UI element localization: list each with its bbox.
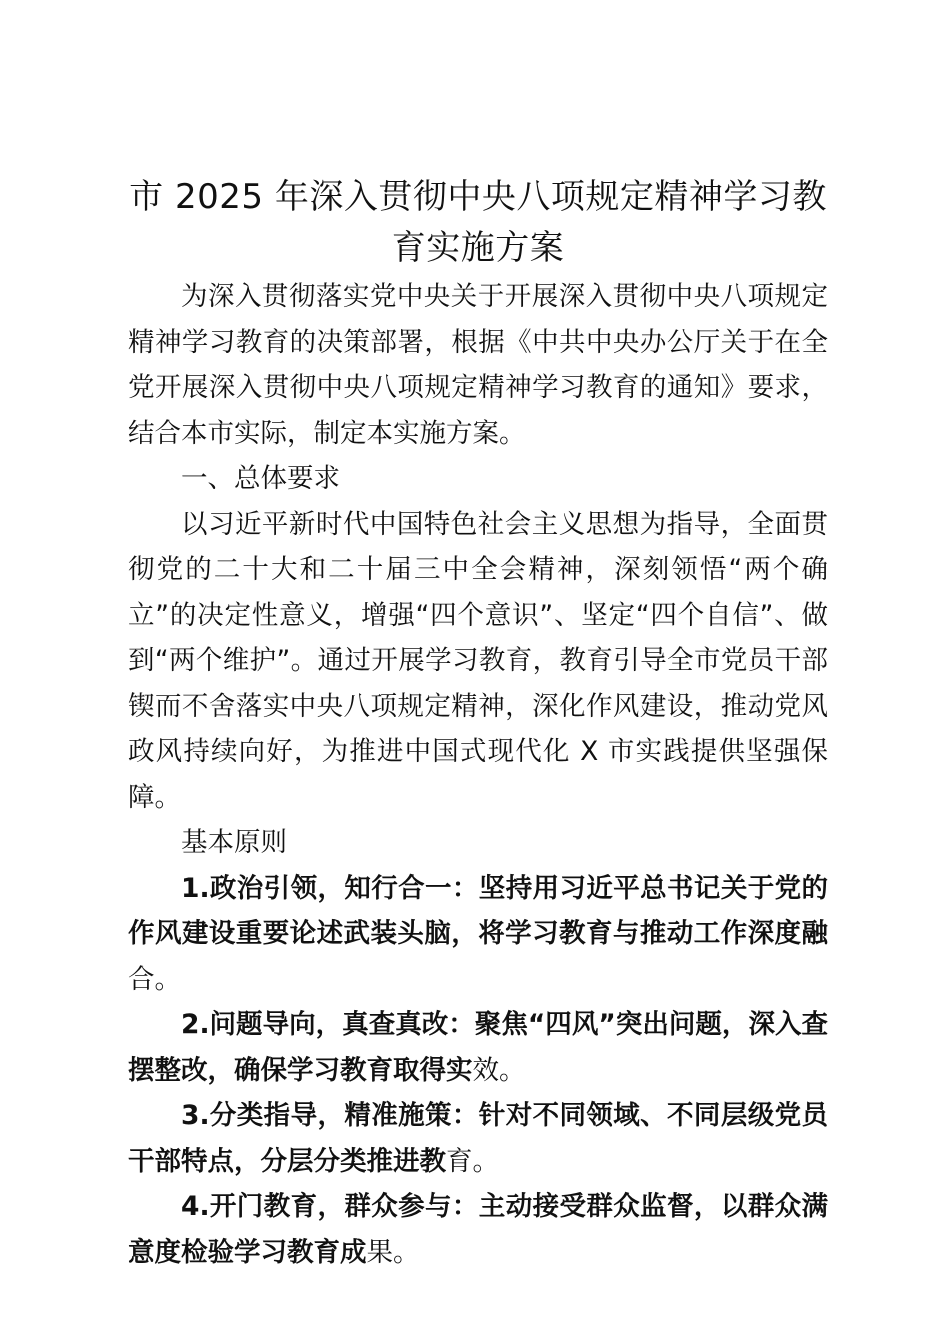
principle-item — [128, 866, 828, 1003]
section-heading-general-requirements: 一、总体要求 — [181, 463, 340, 494]
principle-item-bold-text: 2.问题导向，真查真改：聚焦“四风”突出问题，深入查摆整改，确保学习教育取得实 — [128, 1009, 828, 1086]
document-title: 市 2025 年深入贯彻中央八项规定精神学习教育实施方案 — [129, 177, 827, 268]
principle-item-end-text: 合。 — [128, 963, 181, 995]
principle-item-bold-text: 1.政治引领，知行合一：坚持用习近平总书记关于党的作风建设重要论述武装头脑，将学习教育与推动工作深度融 — [128, 872, 828, 949]
principle-item — [128, 1093, 828, 1184]
document-page — [128, 172, 828, 1275]
principle-item-end-text: 效。 — [472, 1054, 526, 1086]
principle-item-bold-text: 4.开门教育，群众参与：主动接受群众监督，以群众满意度检验学习教育成 — [128, 1191, 828, 1268]
principle-item — [128, 1002, 828, 1093]
principle-item — [128, 1184, 828, 1275]
principles-heading: 基本原则 — [181, 827, 287, 858]
principle-item-end-text: 育。 — [446, 1145, 499, 1177]
principle-item-end-text: 果。 — [366, 1236, 420, 1268]
principle-item-bold-text: 3.分类指导，精准施策：针对不同领域、不同层级党员干部特点，分层分类推进教 — [128, 1100, 828, 1177]
intro-paragraph: 为深入贯彻落实党中央关于开展深入贯彻中央八项规定精神学习教育的决策部署，根据《中共中央办公厅关于在全党开展深入贯彻中央八项规定精神学习教育的通知》要求，结合本市实际，制定本实施方案。 — [128, 281, 828, 449]
general-requirements-paragraph: 以习近平新时代中国特色社会主义思想为指导，全面贯彻党的二十大和二十届三中全会精神，深刻领悟“两个确立”的决定性意义，增强“四个意识”、坚定“四个自信”、做到“两个维护”。通过开展学习教育，教育引导全市党员干部锲而不舍落实中央八项规定精神，深化作风建设，推动党风政风持续向好，为推进中国式现代化 X 市实践提供坚强保障。 — [128, 508, 828, 813]
